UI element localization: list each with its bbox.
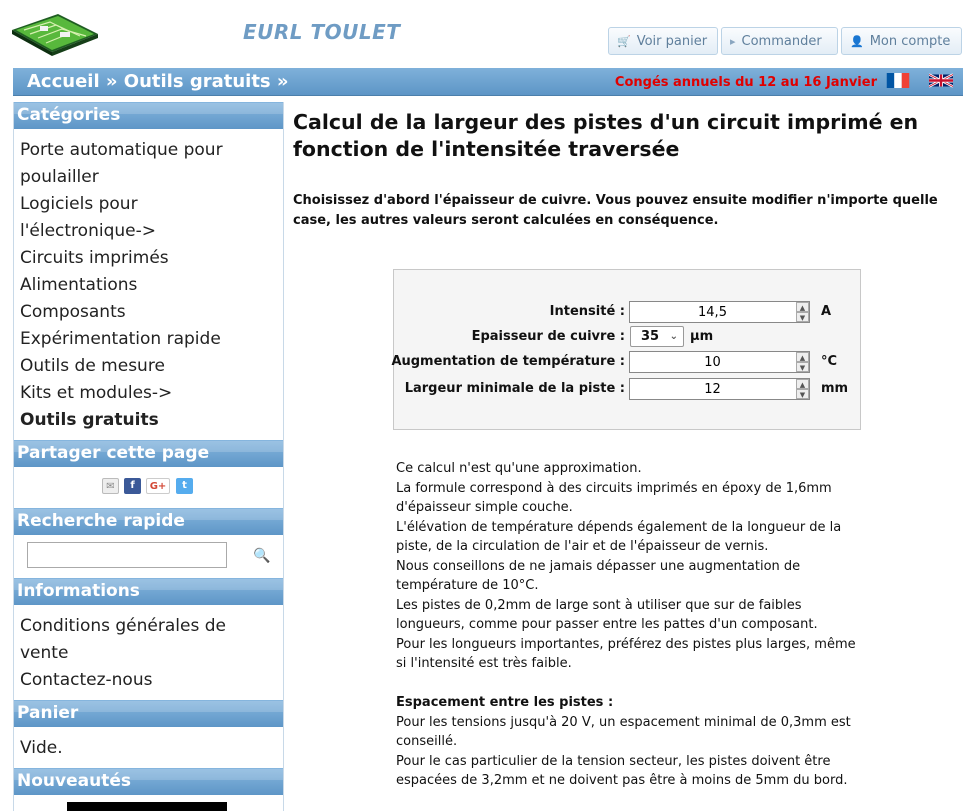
spacing-title: Espacement entre les pistes : [396,695,614,710]
current-label: Intensité : [549,304,625,319]
current-spinner[interactable]: ▲ ▼ [796,302,809,322]
cart-status: Vide. [20,738,63,758]
note-approximation: Ce calcul n'est qu'une approximation. [396,461,642,476]
current-input[interactable] [629,301,810,323]
cart-heading: Panier [14,700,283,727]
category-circuits-imprimes[interactable]: Circuits imprimés [20,248,169,268]
temperature-unit: °C [821,354,838,369]
width-unit: mm [821,381,849,396]
category-outils-gratuits[interactable]: Outils gratuits [20,410,159,430]
info-terms-link[interactable]: Conditions générales de [20,616,226,636]
category-alimentations[interactable]: Alimentations [20,275,138,295]
cart-icon: 🛒 [617,35,631,48]
email-share-icon[interactable]: ✉ [102,478,119,494]
temperature-spinner[interactable]: ▲ ▼ [796,352,809,372]
width-spinner[interactable]: ▲ ▼ [796,379,809,399]
logo-pcb-icon[interactable] [10,12,100,56]
note-elevation: L'élévation de température dépends également de la longueur de la piste, de la circulation de l'air et de l'épaisseur de vernis. [396,519,842,554]
user-icon: 👤 [850,35,864,48]
category-logiciels[interactable]: Logiciels pour [20,194,138,214]
arrow-right-icon: ▸ [730,35,736,48]
new-products-heading: Nouveautés [14,768,283,795]
note-advice: Nous conseillons de ne jamais dépasser une augmentation de température de 10°C. [396,558,801,593]
category-composants[interactable]: Composants [20,302,126,322]
intro-text: Choisissez d'abord l'épaisseur de cuivre. Vous pouvez ensuite modifier n'importe quelle case, les autres valeurs seront calculées en conséquence. [293,193,938,228]
category-porte-automatique-line2[interactable]: poulailler [20,167,99,187]
order-button[interactable]: ▸ Commander [721,27,838,55]
note-thin-tracks: Les pistes de 0,2mm de large sont à utiliser que sur de faibles longueurs, comme pour passer entre les pattes d'un composant. [396,597,818,632]
calculator-panel [393,269,861,430]
search-input[interactable] [27,542,227,568]
brand-title[interactable]: EURL TOULET [243,20,401,44]
share-heading: Partager cette page [14,440,283,467]
thickness-label: Epaisseur de cuivre : [471,329,625,344]
flag-uk-icon[interactable] [929,73,953,88]
view-cart-button[interactable]: 🛒 Voir panier [608,27,718,55]
search-icon[interactable]: 🔍 [253,548,271,564]
category-experimentation-rapide[interactable]: Expérimentation rapide [20,329,221,349]
info-terms-link-line2[interactable]: vente [20,643,69,663]
holiday-notice: Congés annuels du 12 au 16 Janvier [614,75,877,90]
information-heading: Informations [14,578,283,605]
sidebar [13,102,284,811]
note-formula: La formule correspond à des circuits imprimés en époxy de 1,6mm d'épaisseur simple couche. [396,480,832,515]
categories-heading: Catégories [14,102,283,129]
twitter-share-icon[interactable]: t [176,478,193,494]
temperature-input[interactable] [629,351,810,373]
notes-section [396,459,866,791]
category-outils-de-mesure[interactable]: Outils de mesure [20,356,165,376]
category-logiciels-line2[interactable]: l'électronique-> [20,221,156,241]
category-kits-modules[interactable]: Kits et modules-> [20,383,173,403]
google-plus-share-icon[interactable]: G+ [146,478,170,494]
category-porte-automatique[interactable]: Porte automatique pour [20,140,223,160]
width-input[interactable] [629,378,810,400]
nav-bar [13,68,963,96]
chevron-down-icon: ⌄ [669,331,678,342]
current-unit: A [821,304,832,319]
width-label: Largeur minimale de la piste : [404,381,625,396]
spacing-note-low-voltage: Pour les tensions jusqu'à 20 V, un espacement minimal de 0,3mm est conseillé. [396,714,851,749]
page-title: Calcul de la largeur des pistes d'un circuit imprimé en fonction de l'intensitée traversée [293,110,919,161]
my-account-button[interactable]: 👤 Mon compte [841,27,962,55]
spacing-note-mains: Pour le cas particulier de la tension secteur, les pistes doivent être espacées de 3,2mm et ne doivent pas être à moins de 5mm du bord. [396,753,848,788]
contact-link[interactable]: Contactez-nous [20,670,153,690]
thickness-unit: µm [690,329,714,344]
quick-search-heading: Recherche rapide [14,508,283,535]
temperature-label: Augmentation de température : [391,354,625,369]
flag-fr-icon[interactable] [886,73,910,88]
note-long-tracks: Pour les longueurs importantes, préférez des pistes plus larges, même si l'intensité est très faible. [396,636,856,671]
facebook-share-icon[interactable]: f [124,478,141,494]
breadcrumb[interactable]: Accueil » Outils gratuits » [27,71,289,92]
thickness-select[interactable]: 35 ⌄ [630,326,684,347]
new-product-image[interactable] [67,802,227,811]
